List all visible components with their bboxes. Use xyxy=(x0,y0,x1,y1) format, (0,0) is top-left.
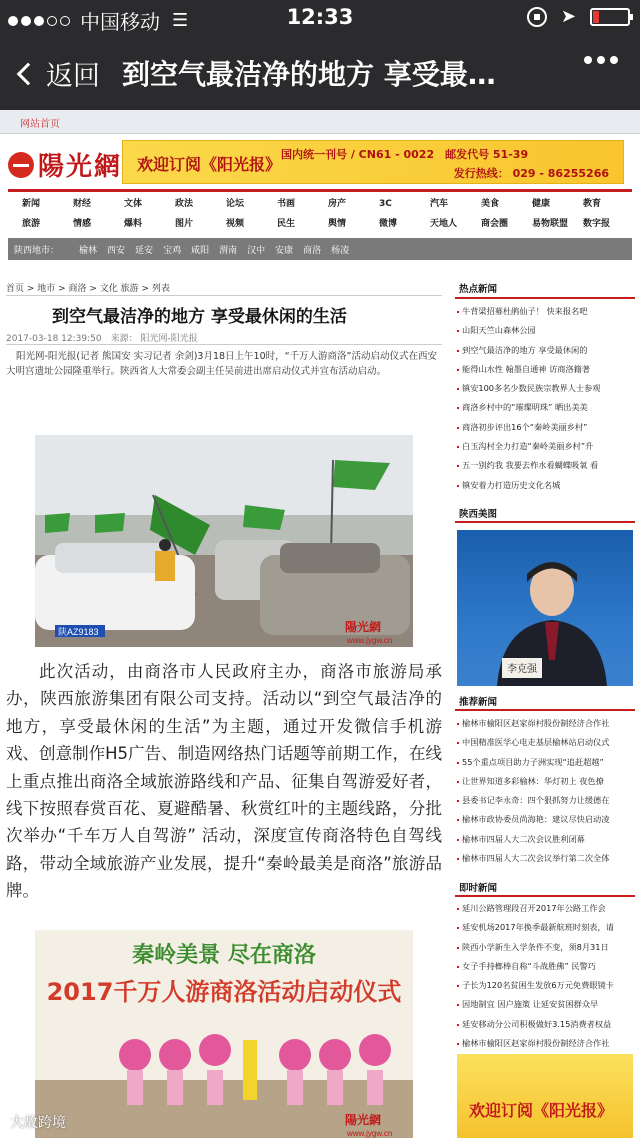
back-label: 返回 xyxy=(46,61,100,92)
menu-item[interactable]: 书画 xyxy=(277,199,296,209)
portrait-illustration xyxy=(457,530,633,686)
news-list-item[interactable]: 榆林市榆阳区赵家峁村股份制经济合作社 xyxy=(455,714,635,733)
site-logo[interactable] xyxy=(8,146,122,183)
menu-row-1 xyxy=(8,195,632,215)
news-list-item[interactable]: 镇安着力打造历史文化名城 xyxy=(455,476,635,495)
news-list-item[interactable]: 延川公路管理段召开2017年公路工作会 xyxy=(455,899,635,918)
article-body: 此次活动，由商洛市人民政府主办，商洛市旅游局承办，陕西旅游集团有限公司支持。活动以“到空气最洁净的地方，享受最休闲的生活”为主题，通过开发微信手机游戏、创意制作H5广告、制造网络热门话题等前期工作，在线上重点推出商洛全域旅游路线和产品、征集自驾游爱好者，线下按照春赏百花、夏避酷暑、秋赏红叶的主题线路，分批次举办“千车万人自驾游” 活动，深度宣传商洛特色自驾线路，带动全域旅游产业发展，提升“秦岭最美是商洛”旅游品牌。 xyxy=(6,662,442,901)
news-list-item[interactable]: 55个重点项目助力子洲实现“追赶超越” xyxy=(455,753,635,772)
menu-item[interactable]: 汽车 xyxy=(430,199,449,209)
banner-main: 欢迎订阅《阳光报》 xyxy=(137,155,282,174)
region-city-link[interactable]: 杨凌 xyxy=(331,245,350,256)
menu-item[interactable]: 美食 xyxy=(481,199,500,209)
more-options-button[interactable] xyxy=(584,56,618,64)
page-title: 到空气最洁净的地方 享受最… xyxy=(122,58,496,91)
region-city-link[interactable]: 宝鸡 xyxy=(163,245,182,256)
article-meta: 2017-03-18 12:39:50 来源： 阳光网-阳光报 xyxy=(6,334,198,344)
divider xyxy=(6,295,442,296)
site-header xyxy=(0,136,640,192)
side-banner-text: 欢迎订阅《阳光报》 xyxy=(469,1101,614,1120)
cars-with-flags-illustration xyxy=(35,435,413,647)
region-city-link[interactable]: 咸阳 xyxy=(191,245,210,256)
hot-news-list xyxy=(455,302,635,495)
breadcrumb[interactable]: 首页 > 地市 > 商洛 > 文化 旅游 > 列表 xyxy=(6,284,170,294)
news-list-item[interactable]: 县委书记李永奇：四个狠抓努力让缓德在 xyxy=(455,791,635,810)
menu-item[interactable]: 新闻 xyxy=(22,199,41,209)
article-lead: 阳光网-阳光报(记者 熊国安 实习记者 余剑)3月18日上午10时，“千万人游商洛”活动启动仪式在西安大明宫遗址公园隆重举行。陕西省人大常委会副主任吴前进出席启动仪式并宣布活动启动。 xyxy=(6,351,437,377)
svg-text:陕AZ9183: 陕AZ9183 xyxy=(58,627,99,637)
nav-bar xyxy=(0,40,640,104)
news-list-item[interactable]: 白玉沟村全力打造“秦岭美丽乡村”升 xyxy=(455,437,635,456)
menu-item[interactable]: 旅游 xyxy=(22,219,41,229)
region-city-link[interactable]: 安康 xyxy=(275,245,294,256)
menu-item[interactable]: 舆情 xyxy=(328,219,347,229)
news-list-item[interactable]: 商洛初步评出16个“秦岭美丽乡村” xyxy=(455,418,635,437)
news-list-item[interactable]: 山阳天竺山森林公园 xyxy=(455,321,635,340)
sidebar xyxy=(455,262,635,1138)
region-city-link[interactable]: 延安 xyxy=(135,245,154,256)
news-list-item[interactable]: 榆林市榆阳区赵家峁村股份制经济合作社 xyxy=(455,1034,635,1053)
menu-item[interactable]: 文体 xyxy=(124,199,143,209)
region-city-link[interactable]: 商洛 xyxy=(303,245,322,256)
article-column xyxy=(0,262,448,1138)
news-list-item[interactable]: 五一别约我 我要去柞水看蝴蝶吸氧 看 xyxy=(455,456,635,475)
menu-item[interactable]: 教育 xyxy=(583,199,602,209)
subscribe-banner[interactable] xyxy=(122,140,624,184)
menu-item[interactable]: 微博 xyxy=(379,219,398,229)
menu-item[interactable]: 健康 xyxy=(532,199,551,209)
article-photo-stage[interactable] xyxy=(35,930,413,1138)
hot-news-title: 热点新闻 xyxy=(459,284,498,295)
news-list-item[interactable]: 因地制宜 因户施策 让延安贫困群众早 xyxy=(455,995,635,1014)
section-divider xyxy=(455,895,635,897)
region-city-link[interactable]: 西安 xyxy=(107,245,126,256)
news-list-item[interactable]: 陕西小学新生入学条件不变，须8月31日 xyxy=(455,938,635,957)
svg-text:2017千万人游商洛活动启动仪式: 2017千万人游商洛活动启动仪式 xyxy=(46,978,402,1006)
divider xyxy=(6,344,442,345)
menu-item[interactable]: 视频 xyxy=(226,219,245,229)
section-divider xyxy=(455,521,635,523)
menu-item[interactable]: 3C xyxy=(379,199,392,209)
home-link[interactable]: 网站首页 xyxy=(20,119,60,130)
side-subscribe-banner[interactable] xyxy=(457,1054,633,1138)
section-divider xyxy=(455,297,635,299)
recommended-title: 推荐新闻 xyxy=(459,697,498,708)
news-list-item[interactable]: 榆林市四届人大二次会议举行第二次全体 xyxy=(455,849,635,868)
news-list-item[interactable]: 能得山水性 翰墨自通神 访商洛籍著 xyxy=(455,360,635,379)
news-list-item[interactable]: 到空气最洁净的地方 享受最休闲的 xyxy=(455,341,635,360)
recommended-list xyxy=(455,714,635,868)
pic-title: 陕西美图 xyxy=(459,509,498,520)
svg-text:秦岭美景 尽在商洛: 秦岭美景 尽在商洛 xyxy=(132,942,316,968)
region-label: 陕西地市： xyxy=(14,245,60,256)
news-list-item[interactable]: 牛背梁招募杜鹃仙子！ 快来报名吧 xyxy=(455,302,635,321)
stage-performance-illustration xyxy=(35,930,413,1138)
news-list-item[interactable]: 镇安100多名少数民族宗教界人士参观 xyxy=(455,379,635,398)
banner-hotline: 发行热线： 029 - 86255266 xyxy=(453,167,609,180)
menu-item[interactable]: 易物联盟 xyxy=(532,219,569,229)
menu-item[interactable]: 天地人 xyxy=(430,219,458,229)
wifi-icon: ☰ xyxy=(172,10,189,31)
menu-item[interactable]: 图片 xyxy=(175,219,194,229)
svg-text:www.jygw.cn: www.jygw.cn xyxy=(347,636,393,645)
svg-text:陽光網: 陽光網 xyxy=(345,620,382,634)
menu-item[interactable]: 论坛 xyxy=(226,199,245,209)
back-button[interactable] xyxy=(14,54,100,93)
status-right xyxy=(527,6,630,27)
news-list-item[interactable]: 延安移动分公司积极做好3.15消费者权益 xyxy=(455,1015,635,1034)
region-city-link[interactable]: 榆林 xyxy=(79,245,98,256)
svg-text:李克强: 李克强 xyxy=(507,664,537,675)
news-list-item[interactable]: 延安机场2017年换季最新航班时刻表，请 xyxy=(455,918,635,937)
battery-icon xyxy=(590,8,630,26)
region-city-link[interactable]: 渭南 xyxy=(219,245,238,256)
section-divider xyxy=(455,709,635,711)
article-photo-cars[interactable] xyxy=(35,435,413,647)
svg-text:www.jygw.cn: www.jygw.cn xyxy=(347,1129,393,1138)
location-arrow-icon: ➤ xyxy=(560,6,576,27)
region-city-link[interactable]: 汉中 xyxy=(247,245,266,256)
rotation-lock-icon xyxy=(527,7,547,27)
menu-item[interactable]: 数字报 xyxy=(583,219,611,229)
svg-text:陽光網: 陽光網 xyxy=(345,1113,382,1127)
menu-item[interactable]: 政法 xyxy=(175,199,194,209)
news-list-item[interactable]: 子长为120名贫困生发放6万元免费眼镜卡 xyxy=(455,976,635,995)
region-bar xyxy=(8,238,632,260)
article-headline: 到空气最洁净的地方 享受最休闲的生活 xyxy=(52,307,347,327)
carrier-label: 中国移动 xyxy=(80,10,160,34)
menu-item[interactable]: 房产 xyxy=(328,199,347,209)
menu-item[interactable]: 爆料 xyxy=(124,219,143,229)
news-list-item[interactable]: 榆林市政协委员尚海艳：建议尽快启动凌 xyxy=(455,810,635,829)
instant-news-title: 即时新闻 xyxy=(459,883,498,894)
share-watermark: 大故跨境 xyxy=(10,1115,66,1131)
sun-logo-icon xyxy=(8,152,34,178)
menu-row-2 xyxy=(8,215,632,235)
news-list-item[interactable]: 让世界知道多彩榆林：华灯初上 夜色撩 xyxy=(455,772,635,791)
main-menu xyxy=(8,195,632,235)
news-list-item[interactable]: 榆林市四届人大二次会议胜利闭幕 xyxy=(455,830,635,849)
clock: 12:33 xyxy=(286,5,354,29)
status-bar xyxy=(0,0,640,36)
logo-text: 陽光網 xyxy=(38,152,123,182)
wechat-header xyxy=(0,0,640,110)
news-list-item[interactable]: 中国精准医学心电走基层榆林站启动仪式 xyxy=(455,733,635,752)
menu-item[interactable]: 财经 xyxy=(73,199,92,209)
chevron-left-icon xyxy=(17,62,40,85)
instant-news-list xyxy=(455,899,635,1053)
header-divider xyxy=(8,189,632,192)
menu-item[interactable]: 商会圈 xyxy=(481,219,509,229)
news-list-item[interactable]: 商洛乡村中的“璀璨明珠” 晒出美美 xyxy=(455,398,635,417)
menu-item[interactable]: 情感 xyxy=(73,219,92,229)
news-list-item[interactable]: 女子手持榔棒自称“斗战胜佛” 民警巧 xyxy=(455,957,635,976)
banner-issn: 国内统一刊号 / CN61 - 0022 邮发代号 51-39 xyxy=(281,148,529,161)
site-topbar xyxy=(0,110,640,134)
featured-photo[interactable] xyxy=(457,530,633,686)
menu-item[interactable]: 民生 xyxy=(277,219,296,229)
